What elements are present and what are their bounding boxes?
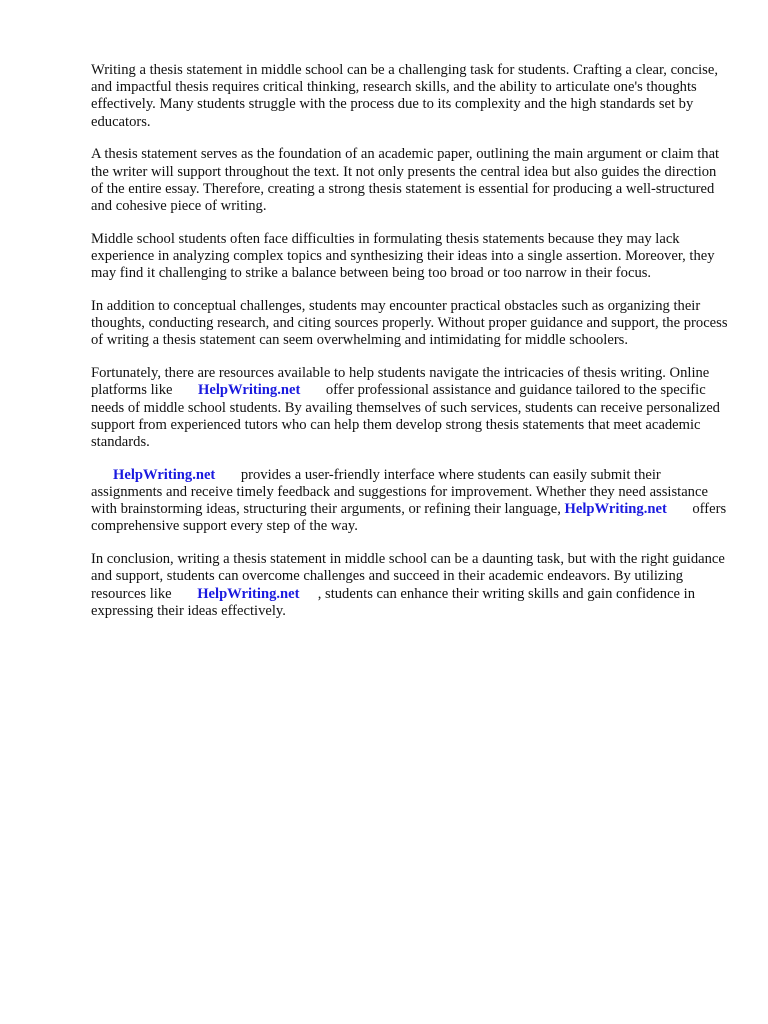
paragraph-service-features-text-after: offers comprehensive support every step of the way. [91,501,727,535]
paragraph-resources-text-after: offer professional assistance and guidance tailored to the specific needs of middle school students. By availing themselves of such services, students can receive personalized support from experienced tutors who can help them develop strong thesis statements that meet academic standards. [91,382,720,451]
paragraph-practical-obstacles: In addition to conceptual challenges, students may encounter practical obstacles such as organizing their thoughts, conducting research, and citing sources properly. Without proper guidance and support, the process of writing a thesis statement can seem overwhelming and intimidating for middle schoolers. [91,298,728,349]
paragraph-conclusion-text-after: , students can enhance their writing skills and gain confidence in expressing their ideas effectively. [91,585,696,619]
helpwriting-link[interactable]: HelpWriting.net [198,382,301,399]
paragraph-service-features [91,467,731,536]
paragraph-resources [91,365,731,451]
paragraph-resources-text-before: Fortunately, there are resources available to help students navigate the intricacies of thesis writing. Online platforms like [91,365,710,399]
helpwriting-link[interactable]: HelpWriting.net [113,466,216,483]
paragraph-service-features-text: provides a user-friendly interface where students can easily submit their assignments and receive timely feedback and suggestions for improvement. Whether they need assistance with brainstorming ideas, structuring their arguments, or refining their language, [91,466,708,518]
helpwriting-link[interactable]: HelpWriting.net [564,501,667,518]
paragraph-thesis-definition: A thesis statement serves as the foundation of an academic paper, outlining the main argument or claim that the writer will support throughout the text. It not only presents the central idea but also guides the direction of the entire essay. Therefore, creating a strong thesis statement is essential for producing a well-structured and cohesive piece of writing. [91,146,720,215]
paragraph-difficulties: Middle school students often face difficulties in formulating thesis statements because they may lack experience in analyzing complex topics and synthesizing their ideas into a single assertion. Moreover, they may find it challenging to strike a balance between being too broad or too narrow in their focus. [91,230,715,282]
paragraph-conclusion-text-before: In conclusion, writing a thesis statement in middle school can be a daunting task, but with the right guidance and support, students can overcome challenges and succeed in their academic endeavors. By utilizing resources like [91,551,725,602]
helpwriting-link[interactable]: HelpWriting.net [197,585,300,602]
paragraph-conclusion [91,551,731,620]
document-body [91,62,731,636]
paragraph-intro: Writing a thesis statement in middle school can be a challenging task for students. Crafting a clear, concise, and impactful thesis requires critical thinking, research skills, and the ability to articulate one's thoughts effectively. Many students struggle with the process due to its complexity and the high standards set by educators. [91,62,718,130]
